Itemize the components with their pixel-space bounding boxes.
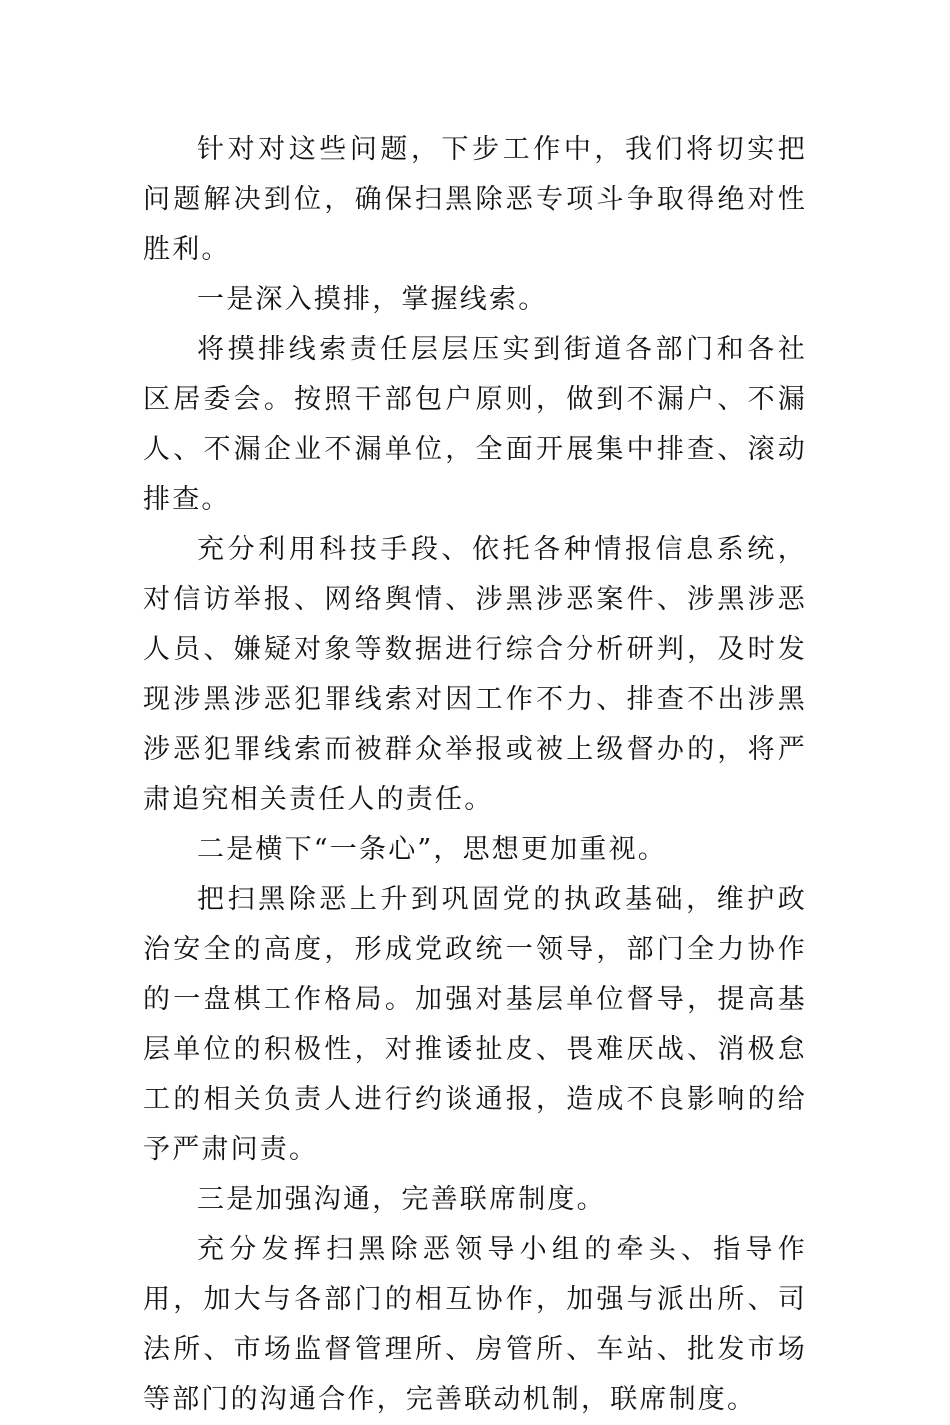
paragraph-point-two: 把扫黑除恶上升到巩固党的执政基础，维护政治安全的高度，形成党政统一领导，部门全力协作的一盘棋工作格局。加强对基层单位督导，提高基层单位的积极性，对推诿扯皮、畏难厌战、消极怠工的相关负责人进行约谈通报，造成不良影响的给予严肃问责。 (143, 884, 807, 1165)
paragraph-point-three: 充分发挥扫黑除恶领导小组的牵头、指导作用，加大与各部门的相互协作，加强与派出所、司法所、市场监督管理所、房管所、车站、批发市场等部门的沟通合作，完善联动机制，联席制度。 (143, 1234, 807, 1415)
document-body (143, 125, 807, 1425)
heading-point-three: 三是加强沟通，完善联席制度。 (197, 1184, 606, 1215)
heading-point-one: 一是深入摸排，掌握线索。 (197, 284, 548, 315)
paragraph-point-one-a: 将摸排线索责任层层压实到街道各部门和各社区居委会。按照干部包户原则，做到不漏户、不漏人、不漏企业不漏单位，全面开展集中排查、滚动排查。 (143, 334, 807, 515)
paragraph-point-one-b: 充分利用科技手段、依托各种情报信息系统，对信访举报、网络舆情、涉黑涉恶案件、涉黑涉恶人员、嫌疑对象等数据进行综合分析研判，及时发现涉黑涉恶犯罪线索对因工作不力、排查不出涉黑涉恶犯罪线索而被群众举报或被上级督办的，将严肃追究相关责任人的责任。 (143, 534, 807, 815)
paragraph-intro: 针对对这些问题，下步工作中，我们将切实把问题解决到位，确保扫黑除恶专项斗争取得绝对性胜利。 (143, 134, 807, 265)
heading-point-two: 二是横下“一条心”，思想更加重视。 (197, 834, 668, 865)
